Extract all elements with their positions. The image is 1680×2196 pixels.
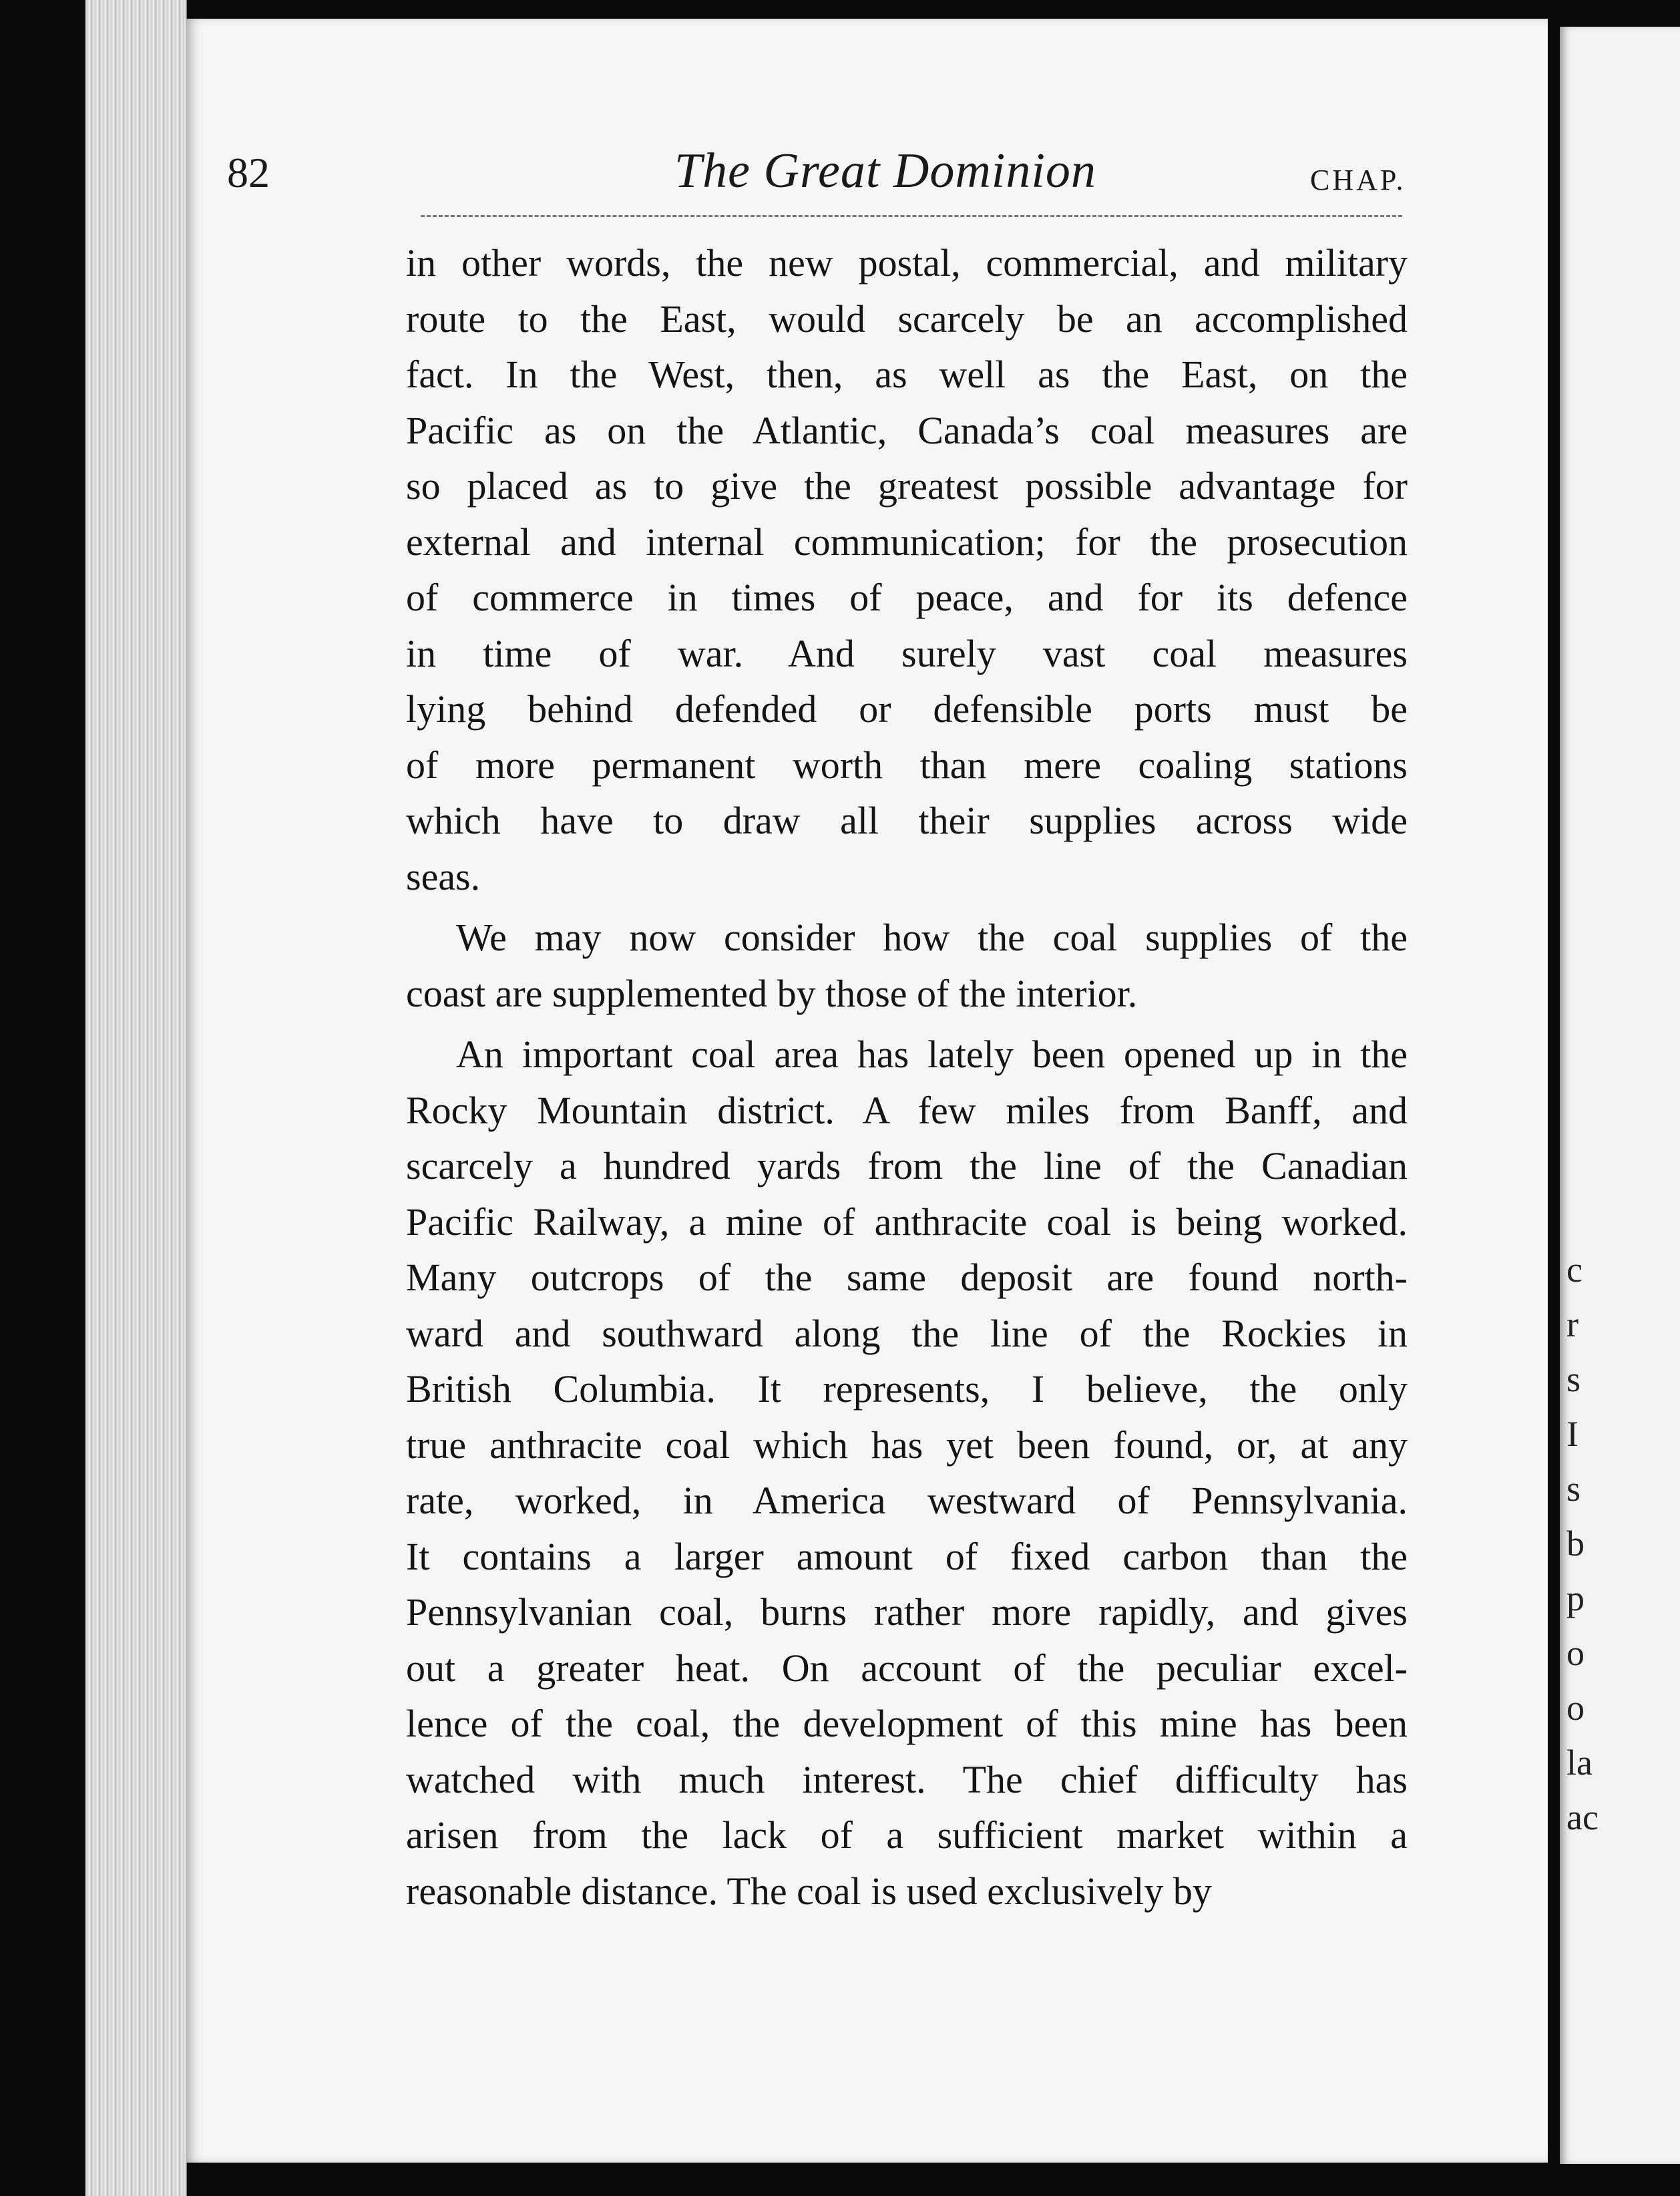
chapter-label: CHAP.	[1310, 164, 1406, 196]
text-line: It contains a larger amount of fixed carbon than the	[406, 1534, 1408, 1578]
facing-line-fragment: la	[1566, 1743, 1593, 1783]
page-number: 82	[227, 149, 270, 196]
text-line: Pacific Railway, a mine of anthracite coal is being worked.	[406, 1200, 1408, 1244]
facing-line-fragment: b	[1566, 1523, 1585, 1564]
facing-line-fragment: ac	[1566, 1797, 1599, 1837]
text-line: arisen from the lack of a sufficient market within a	[406, 1813, 1408, 1857]
running-title: The Great Dominion	[674, 144, 1096, 198]
text-line: scarcely a hundred yards from the line of the Canadian	[406, 1144, 1408, 1187]
facing-line-fragment: o	[1566, 1633, 1585, 1673]
facing-line-fragment: c	[1566, 1250, 1583, 1290]
paragraph	[406, 910, 1408, 1021]
text-line: lying behind defended or defensible ports must be	[406, 687, 1408, 731]
facing-line-fragment: p	[1566, 1578, 1585, 1618]
paragraph	[406, 235, 1408, 904]
facing-line-fragment: s	[1566, 1359, 1581, 1399]
text-line: lence of the coal, the development of this mine has been	[406, 1702, 1408, 1745]
text-line: fact. In the West, then, as well as the East, on the	[406, 353, 1408, 396]
text-line: in other words, the new postal, commercial, and military	[406, 241, 1408, 285]
text-line: British Columbia. It represents, I believe, the only	[406, 1367, 1408, 1411]
facing-line-fragment: r	[1566, 1304, 1579, 1344]
facing-page-edge	[1560, 27, 1680, 2164]
text-line: rate, worked, in America westward of Pennsylvania.	[406, 1479, 1408, 1522]
text-line: Many outcrops of the same deposit are found north-	[406, 1256, 1408, 1299]
text-line: ward and southward along the line of the Rockies in	[406, 1311, 1408, 1355]
text-line: watched with much interest. The chief difficulty has	[406, 1757, 1408, 1801]
text-line: Pennsylvanian coal, burns rather more rapidly, and gives	[406, 1590, 1408, 1634]
text-line: reasonable distance. The coal is used exclusively by	[406, 1869, 1212, 1913]
text-line: Pacific as on the Atlantic, Canada’s coal measures are	[406, 408, 1408, 452]
text-line: so placed as to give the greatest possible advantage for	[406, 464, 1408, 508]
facing-line-fragment: I	[1566, 1414, 1579, 1454]
paragraph	[406, 1027, 1408, 1919]
text-line: We may now consider how the coal supplies of the	[456, 916, 1408, 959]
text-line: external and internal communication; for the prosecution	[406, 520, 1408, 564]
text-line: in time of war. And surely vast coal measures	[406, 631, 1408, 675]
text-line: seas.	[406, 854, 481, 898]
header-rule	[421, 215, 1402, 217]
text-line: of commerce in times of peace, and for its defence	[406, 576, 1408, 619]
text-line: coast are supplemented by those of the interior.	[406, 971, 1138, 1015]
paragraph-gap	[406, 1021, 1408, 1027]
book-page-edges	[85, 0, 187, 2196]
text-line: of more permanent worth than mere coaling stations	[406, 743, 1408, 787]
text-line: Rocky Mountain district. A few miles from Banff, and	[406, 1088, 1408, 1132]
text-line: route to the East, would scarcely be an accomplished	[406, 297, 1408, 341]
paragraph-gap	[406, 904, 1408, 910]
body-text	[406, 235, 1408, 1919]
facing-line-fragment: s	[1566, 1469, 1581, 1509]
text-line: An important coal area has lately been opened up in the	[456, 1033, 1408, 1076]
facing-line-fragment: o	[1566, 1688, 1585, 1728]
text-line: true anthracite coal which has yet been found, or, at any	[406, 1423, 1408, 1467]
text-line: out a greater heat. On account of the peculiar excel-	[406, 1646, 1408, 1690]
text-line: which have to draw all their supplies across wide	[406, 799, 1408, 842]
